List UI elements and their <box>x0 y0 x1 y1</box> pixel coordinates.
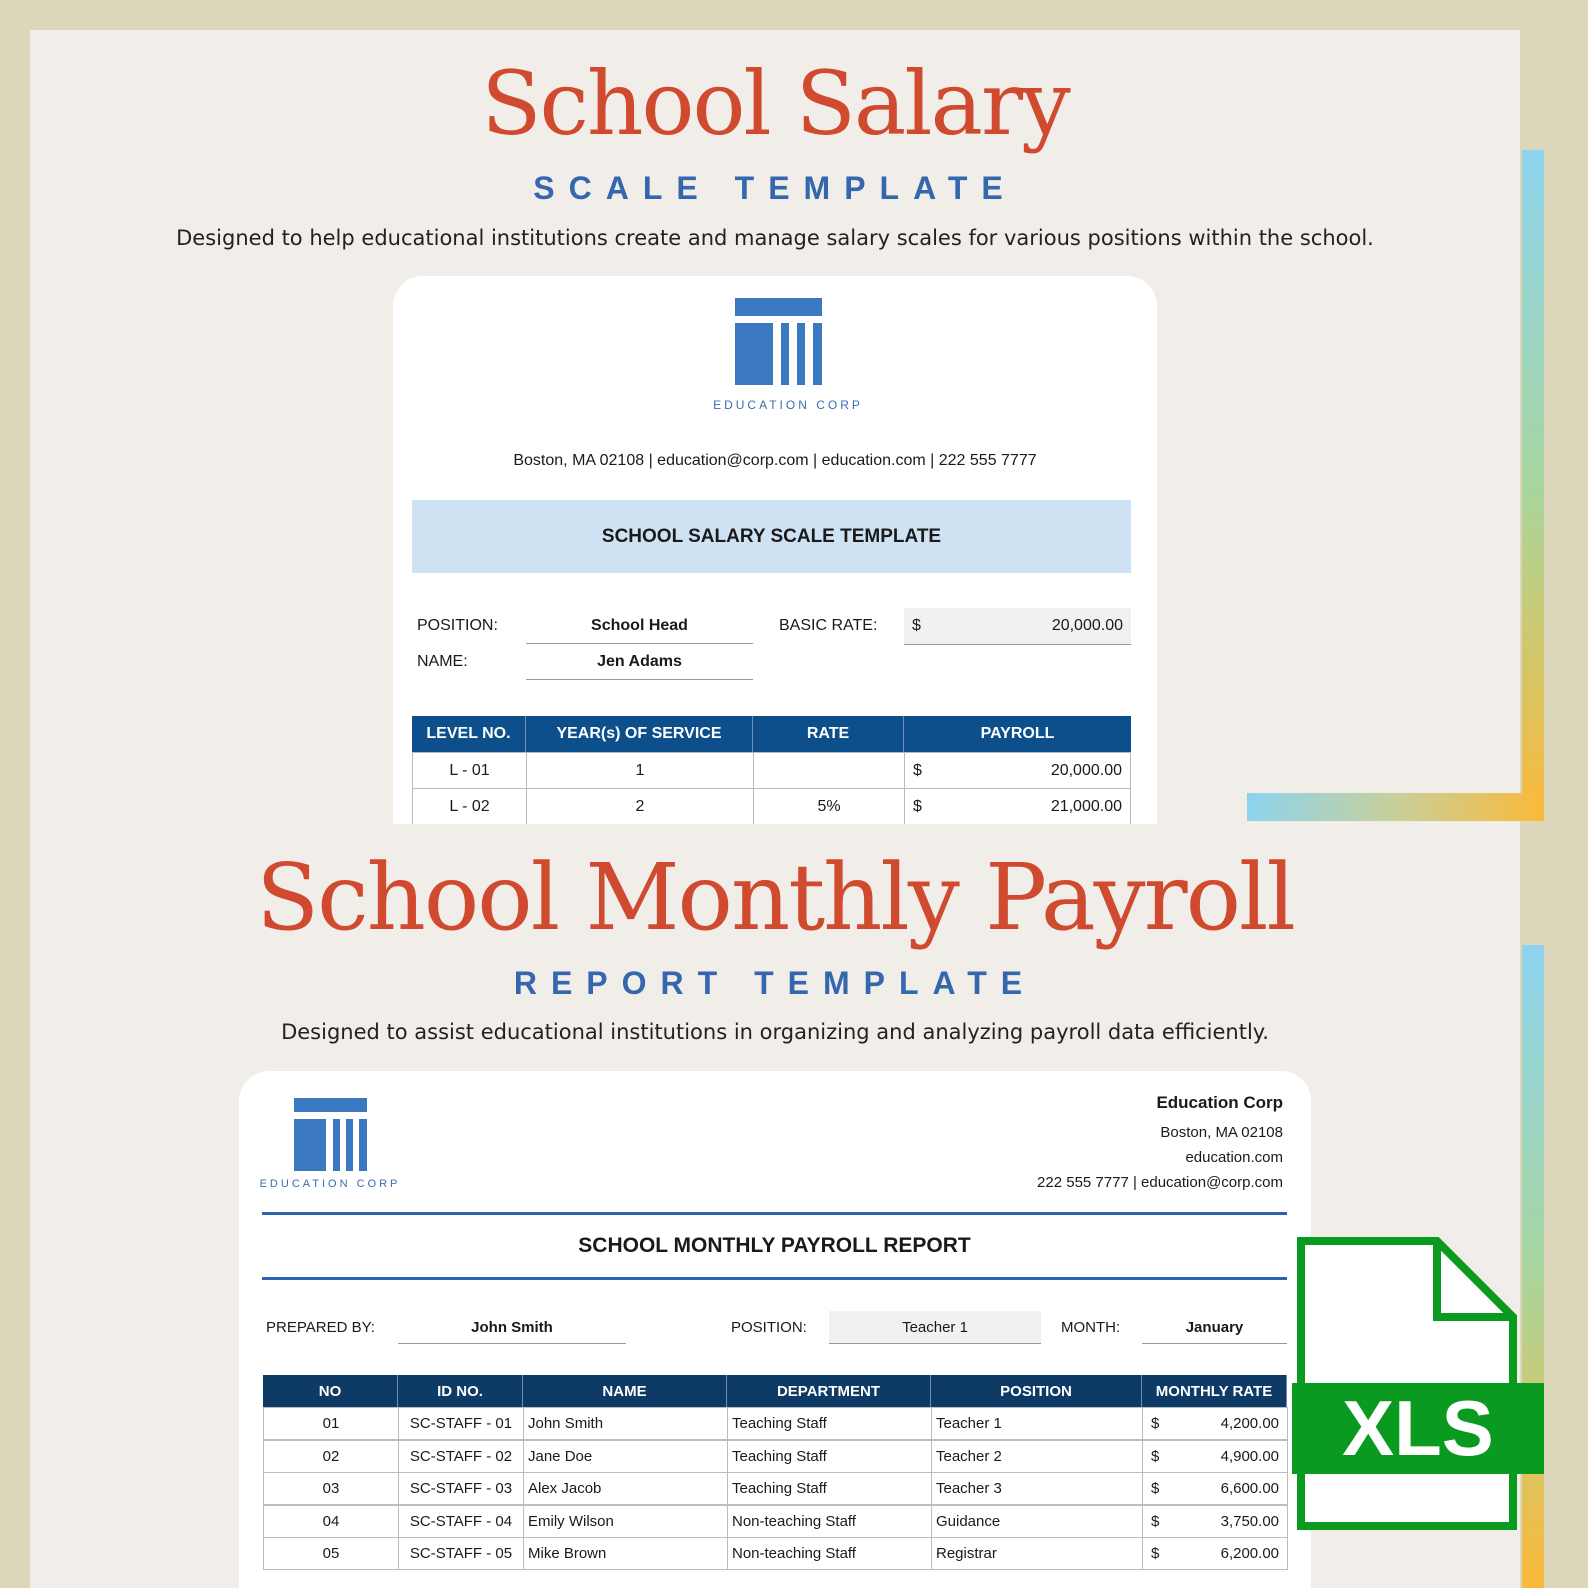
column-header: ID NO. <box>398 1375 523 1407</box>
salary-subtitle: SCALE TEMPLATE <box>533 170 1017 206</box>
payroll-cell <box>904 788 1131 825</box>
column-header: YEAR(s) OF SERVICE <box>526 716 753 752</box>
xls-badge-label: XLS <box>1292 1383 1544 1474</box>
dept-cell: Teaching Staff <box>727 1407 932 1440</box>
dept-cell: Teaching Staff <box>727 1440 932 1473</box>
id-cell: SC-STAFF - 02 <box>398 1440 524 1473</box>
payroll-subtitle: REPORT TEMPLATE <box>513 965 1037 1001</box>
currency-symbol: $ <box>913 797 922 815</box>
name-cell: Jane Doe <box>523 1440 728 1473</box>
logo-text: EDUCATION CORP <box>259 1178 401 1190</box>
rate-value: 6,200.00 <box>1220 1545 1279 1562</box>
currency-symbol: $ <box>1151 1415 1160 1432</box>
no-cell: 02 <box>263 1440 399 1473</box>
position-cell: Guidance <box>931 1505 1143 1538</box>
decor-bar <box>1247 793 1544 821</box>
rate-value: 6,600.00 <box>1220 1480 1279 1497</box>
id-cell: SC-STAFF - 01 <box>398 1407 524 1440</box>
company-website: education.com <box>1185 1149 1283 1166</box>
currency-symbol: $ <box>1151 1512 1160 1530</box>
no-cell: 05 <box>263 1537 399 1570</box>
position-field[interactable]: Teacher 1 <box>829 1311 1041 1344</box>
level-cell: L - 01 <box>412 752 527 789</box>
column-header: RATE <box>753 716 904 752</box>
position-label: POSITION: <box>417 617 498 634</box>
dept-cell: Teaching Staff <box>727 1472 932 1505</box>
column-header: PAYROLL <box>904 716 1131 752</box>
currency-symbol: $ <box>1151 1480 1160 1497</box>
company-contact: 222 555 7777 | education@corp.com <box>1037 1174 1283 1191</box>
payroll-value: 20,000.00 <box>1050 761 1122 779</box>
currency-symbol: $ <box>1151 1447 1160 1465</box>
name-label: NAME: <box>417 653 468 670</box>
position-field[interactable]: School Head <box>526 617 753 644</box>
education-corp-logo <box>294 1098 367 1171</box>
name-field[interactable]: Jen Adams <box>526 653 753 680</box>
rate-cell: 5% <box>753 788 905 825</box>
rate-cell <box>753 752 905 789</box>
company-name: Education Corp <box>1156 1093 1283 1112</box>
position-cell: Registrar <box>931 1537 1143 1570</box>
monthly-rate-cell <box>1142 1407 1288 1440</box>
years-cell: 1 <box>526 752 754 789</box>
payroll-value: 21,000.00 <box>1050 797 1122 815</box>
dept-cell: Non-teaching Staff <box>727 1505 932 1538</box>
name-cell: Mike Brown <box>523 1537 728 1570</box>
company-address: Boston, MA 02108 <box>1160 1124 1283 1141</box>
column-header: NAME <box>523 1375 727 1407</box>
currency-symbol: $ <box>1151 1545 1160 1562</box>
years-cell: 2 <box>526 788 754 825</box>
report-title: SCHOOL MONTHLY PAYROLL REPORT <box>578 1234 971 1257</box>
no-cell: 03 <box>263 1472 399 1505</box>
id-cell: SC-STAFF - 03 <box>398 1472 524 1505</box>
currency-symbol: $ <box>913 761 922 779</box>
month-field[interactable]: January <box>1142 1319 1287 1344</box>
rate-value: 4,900.00 <box>1220 1447 1279 1465</box>
column-header: MONTHLY RATE <box>1142 1375 1287 1407</box>
monthly-rate-cell <box>1142 1440 1288 1473</box>
salary-banner: SCHOOL SALARY SCALE TEMPLATE <box>412 500 1131 573</box>
prepared-by-label: PREPARED BY: <box>266 1319 375 1336</box>
position-label: POSITION: <box>731 1319 807 1336</box>
no-cell: 04 <box>263 1505 399 1538</box>
logo-text: EDUCATION CORP <box>713 398 863 412</box>
basic-rate-field[interactable] <box>904 608 1131 645</box>
position-cell: Teacher 2 <box>931 1440 1143 1473</box>
monthly-rate-cell <box>1142 1505 1288 1538</box>
no-cell: 01 <box>263 1407 399 1440</box>
id-cell: SC-STAFF - 05 <box>398 1537 524 1570</box>
column-header: POSITION <box>931 1375 1142 1407</box>
basic-rate-label: BASIC RATE: <box>779 617 878 634</box>
position-cell: Teacher 3 <box>931 1472 1143 1505</box>
name-cell: John Smith <box>523 1407 728 1440</box>
id-cell: SC-STAFF - 04 <box>398 1505 524 1538</box>
payroll-description: Designed to assist educational institutions in organizing and analyzing payroll data efficiently. <box>281 1020 1269 1044</box>
payroll-title: School Monthly Payroll <box>256 844 1294 951</box>
divider <box>262 1212 1287 1215</box>
salary-title: School Salary <box>481 52 1069 155</box>
month-label: MONTH: <box>1061 1319 1121 1336</box>
column-header: NO <box>263 1375 398 1407</box>
salary-description: Designed to help educational institutions create and manage salary scales for various positions within the school. <box>176 226 1374 250</box>
monthly-rate-cell <box>1142 1472 1288 1505</box>
education-corp-logo <box>735 298 822 385</box>
prepared-by-field[interactable]: John Smith <box>398 1319 626 1344</box>
contact-line: Boston, MA 02108 | education@corp.com | education.com | 222 555 7777 <box>513 452 1037 469</box>
payroll-cell <box>904 752 1131 789</box>
dept-cell: Non-teaching Staff <box>727 1537 932 1570</box>
name-cell: Alex Jacob <box>523 1472 728 1505</box>
column-header: DEPARTMENT <box>727 1375 931 1407</box>
name-cell: Emily Wilson <box>523 1505 728 1538</box>
position-cell: Teacher 1 <box>931 1407 1143 1440</box>
basic-rate-value: 20,000.00 <box>1051 617 1123 634</box>
level-cell: L - 02 <box>412 788 527 825</box>
currency-symbol: $ <box>912 617 921 634</box>
rate-value: 4,200.00 <box>1220 1415 1279 1432</box>
divider <box>262 1277 1287 1280</box>
monthly-rate-cell <box>1142 1537 1288 1570</box>
decor-bar <box>1522 150 1544 820</box>
rate-value: 3,750.00 <box>1220 1512 1279 1530</box>
column-header: LEVEL NO. <box>412 716 526 752</box>
